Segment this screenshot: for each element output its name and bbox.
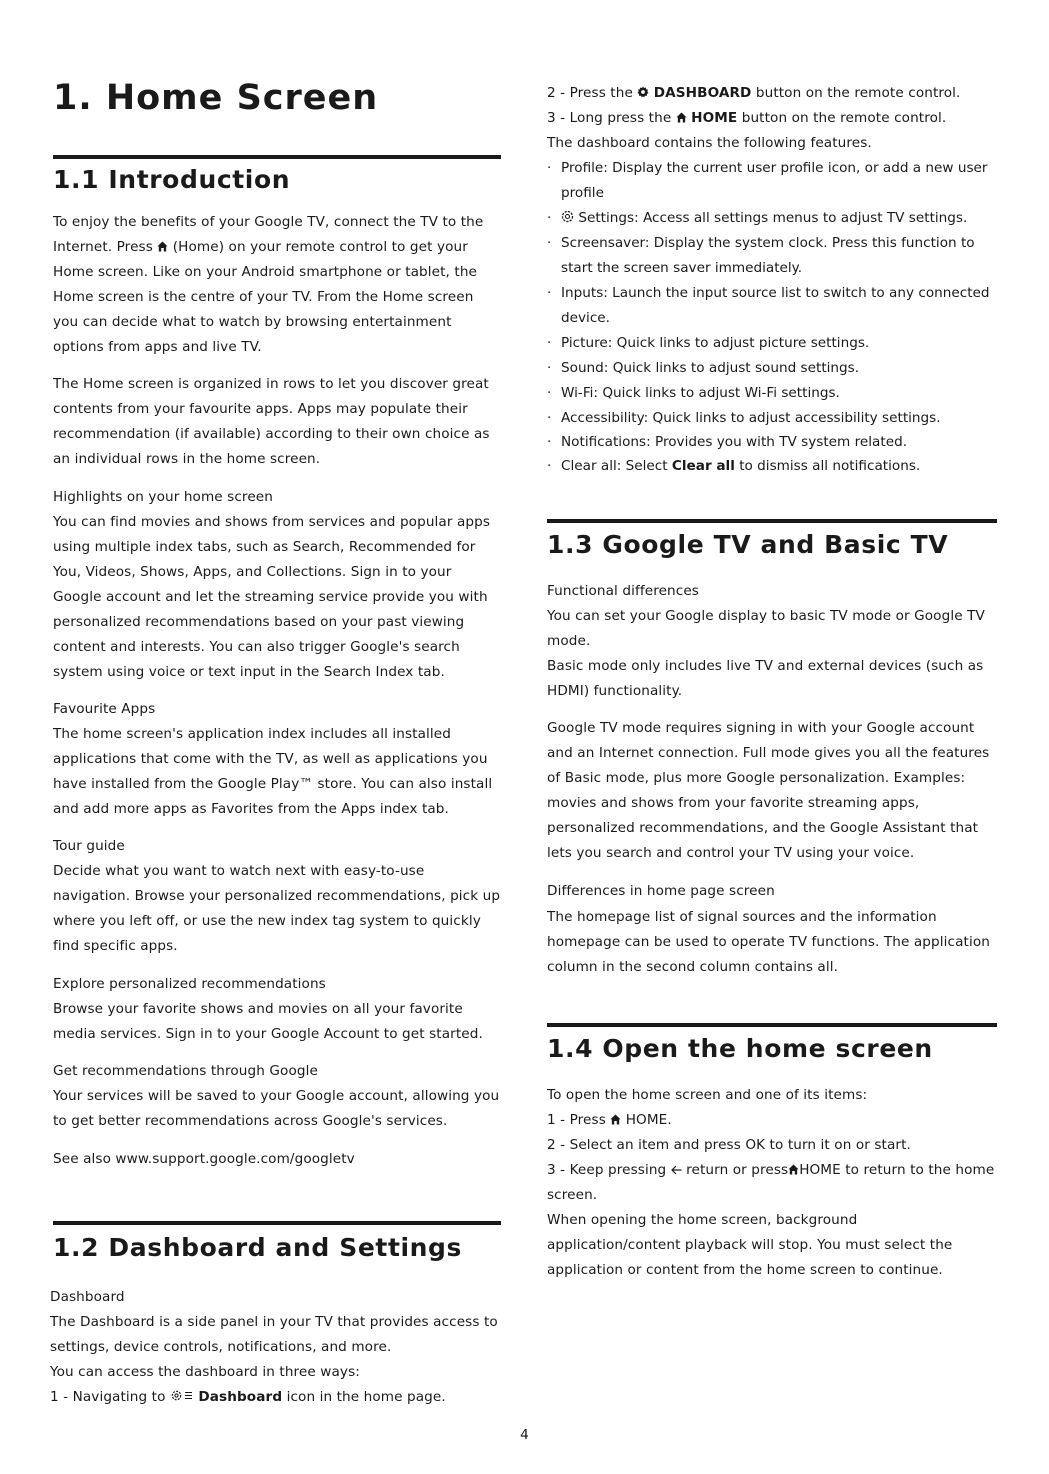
dashboard-features-list	[547, 156, 1002, 479]
open-step-3: 3 - Keep pressing return or press HOME to return to the home screen.	[547, 1162, 995, 1203]
list-item: · Profile: Display the current user profile icon, or add a new user profile	[547, 160, 988, 201]
dashboard-body: The Dashboard is a side panel in your TV that provides access to settings, device controls, notifications, and more.	[50, 1314, 498, 1355]
dashboard-features-intro: The dashboard contains the following features.	[547, 135, 872, 151]
page-number: 4	[520, 1427, 529, 1443]
open-intro: To open the home screen and one of its items:	[547, 1087, 868, 1103]
intro-paragraph-2: The Home screen is organized in rows to let you discover great contents from your favourite apps. Apps may populate their recommendation (if available) according to their own choice as an individual rows in the home screen.	[53, 376, 490, 467]
home-icon	[610, 1114, 621, 1125]
getrec-title: Get recommendations through Google	[53, 1063, 318, 1079]
gear-icon	[637, 86, 649, 98]
list-item: · Inputs: Launch the input source list to switch to any connected device.	[547, 285, 990, 326]
home-icon	[788, 1164, 799, 1175]
dashboard-heading: 1.2 Dashboard and Settings	[53, 1233, 463, 1262]
dashboard-way-3: 3 - Long press the HOME button on the remote control.	[547, 110, 947, 126]
dashboard-way-1: 1 - Navigating to Dashboard icon in the home page.	[50, 1389, 446, 1405]
list-item: · Screensaver: Display the system clock. Press this function to start the screen saver immediately.	[547, 235, 975, 276]
explore-body: Browse your favorite shows and movies on all your favorite media services. Sign in to your Google Account to get started.	[53, 1001, 483, 1042]
explore-title: Explore personalized recommendations	[53, 976, 326, 992]
google-tv-body: Google TV mode requires signing in with your Google account and an Internet connection. Full mode gives you all the features of Basic mode, plus more Google personalization. Examples: movies and shows from your favorite streaming apps, personalized recommendations, and the Google Assistant that lets you search and control your TV using your voice.	[547, 720, 990, 861]
home-icon	[157, 241, 168, 252]
open-step-1: 1 - Press HOME.	[547, 1112, 672, 1128]
differences-title: Differences in home page screen	[547, 883, 775, 899]
list-item: · Picture: Quick links to adjust picture settings.	[547, 335, 870, 351]
home-icon	[676, 112, 687, 123]
basic-heading: 1.3 Google TV and Basic TV	[547, 530, 949, 559]
list-item: · Settings: Access all settings menus to adjust TV settings.	[547, 210, 968, 226]
gear-outline-icon	[561, 210, 574, 223]
intro-heading: 1.1 Introduction	[53, 165, 291, 194]
list-item: · Sound: Quick links to adjust sound settings.	[547, 360, 860, 376]
highlights-body: You can find movies and shows from services and popular apps using multiple index tabs, such as Search, Recommended for You, Videos, Shows, Apps, and Collections. Sign in to your Google account and let the streaming service provide you with personalized recommendations based on your past viewing content and interests. You can also trigger Google's search system using voice or text input in the Search Index tab.	[53, 514, 491, 680]
list-item: · Notifications: Provides you with TV system related.	[547, 434, 908, 450]
getrec-body: Your services will be saved to your Google account, allowing you to get better recommendations across Google's services.	[53, 1088, 500, 1129]
tour-body: Decide what you want to watch next with easy-to-use navigation. Browse your personalized recommendations, pick up where you left off, or use the new index tag system to quickly find specific apps.	[53, 863, 501, 954]
list-item: · Accessibility: Quick links to adjust accessibility settings.	[547, 410, 941, 426]
tour-title: Tour guide	[53, 838, 125, 854]
list-item: · Wi-Fi: Quick links to adjust Wi-Fi settings.	[547, 385, 840, 401]
dashboard-ways-intro: You can access the dashboard in three ways:	[50, 1364, 360, 1380]
functional-body-2: Basic mode only includes live TV and external devices (such as HDMI) functionality.	[547, 658, 984, 699]
see-also-link[interactable]: See also www.support.google.com/googletv	[53, 1151, 355, 1167]
page-title: 1. Home Screen	[53, 78, 379, 118]
intro-paragraph-1: To enjoy the benefits of your Google TV, connect the TV to the Internet. Press (Home) on your remote control to get your Home screen. Like on your Android smartphone or tablet, the Home screen is the centre of your TV. From the Home screen you can decide what to watch by browsing entertainment options from apps and live TV.	[53, 214, 484, 355]
section-rule	[547, 519, 997, 523]
list-item: · Clear all: Select Clear all to dismiss all notifications.	[547, 458, 921, 474]
back-arrow-icon	[671, 1165, 682, 1175]
open-step-2: 2 - Select an item and press OK to turn it on or start.	[547, 1137, 911, 1153]
open-closing: When opening the home screen, background application/content playback will stop. You must select the application or content from the home screen to continue.	[547, 1212, 953, 1278]
section-rule	[53, 1221, 501, 1225]
open-heading: 1.4 Open the home screen	[547, 1034, 933, 1063]
section-rule	[547, 1023, 997, 1027]
dashboard-way-2: 2 - Press the DASHBOARD button on the remote control.	[547, 85, 961, 101]
dashboard-icon	[170, 1389, 194, 1402]
dashboard-title: Dashboard	[50, 1289, 125, 1305]
highlights-title: Highlights on your home screen	[53, 489, 273, 505]
section-rule	[53, 155, 501, 159]
functional-title: Functional differences	[547, 583, 699, 599]
differences-body: The homepage list of signal sources and the information homepage can be used to operate TV functions. The application column in the second column contains all.	[547, 909, 990, 975]
favourite-body: The home screen's application index includes all installed applications that come with the TV, as well as applications you have installed from the Google Play™ store. You can also install and add more apps as Favorites from the Apps index tab.	[53, 726, 493, 817]
favourite-title: Favourite Apps	[53, 701, 156, 717]
functional-body-1: You can set your Google display to basic TV mode or Google TV mode.	[547, 608, 985, 649]
